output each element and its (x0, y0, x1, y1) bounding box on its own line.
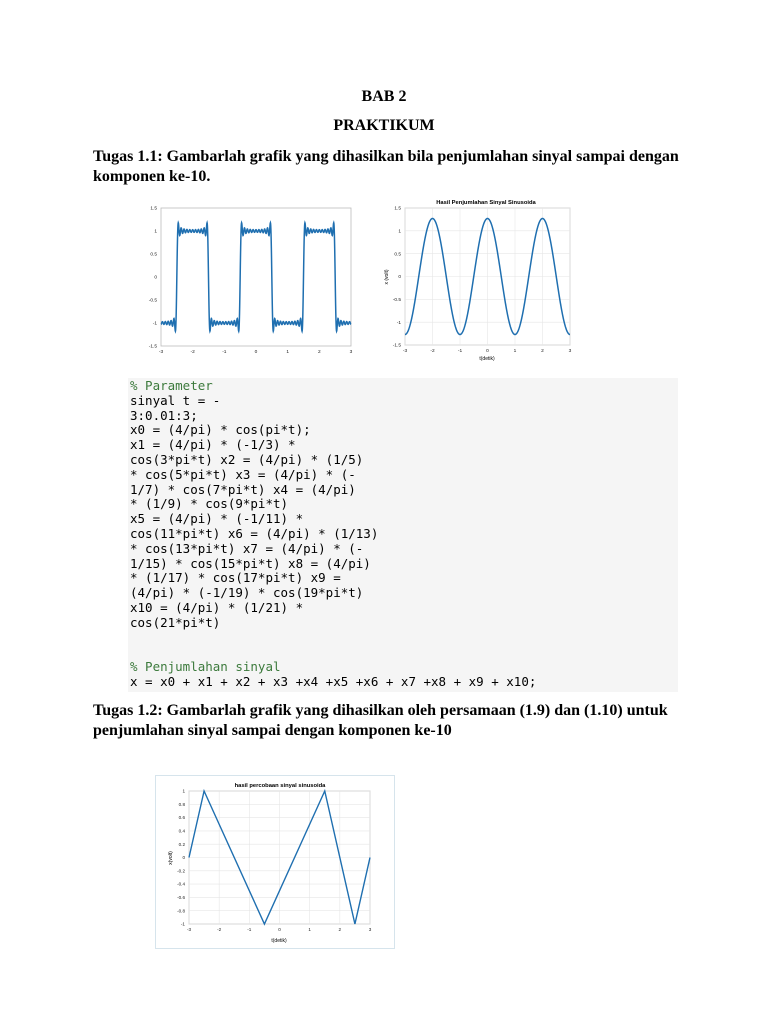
cosine-figure (379, 196, 577, 364)
y-tick-label: 0.5 (150, 252, 157, 258)
y-tick-label: -1 (152, 321, 157, 327)
y-tick-label: 0.8 (178, 801, 185, 807)
square-wave-figure (139, 200, 361, 360)
task-1-text: Tugas 1.1: Gambarlah grafik yang dihasilkan bila penjumlahan sinyal sampai dengan komponen ke-10. (93, 148, 679, 185)
y-tick-label: -1 (180, 921, 185, 927)
x-tick-label: -2 (430, 349, 435, 354)
code-line: cos(3*pi*t) x2 = (4/pi) * (1/5) (130, 451, 364, 467)
code-line: * (1/9) * cos(9*pi*t) (130, 496, 289, 512)
triangle-figure (155, 775, 395, 949)
y-tick-label: -0.4 (177, 881, 185, 887)
x-tick-label: -1 (247, 927, 252, 932)
x-tick-label: 1 (286, 350, 290, 355)
y-tick-label: -0.2 (177, 868, 185, 874)
x-tick-label: 0 (486, 349, 489, 354)
cosine-chart (379, 196, 577, 364)
x-tick-label: -3 (186, 927, 192, 932)
code-line: x10 = (4/pi) * (1/21) * (130, 599, 304, 615)
x-tick-label: 2 (338, 927, 342, 932)
y-tick-label: 0.4 (178, 828, 185, 834)
y-tick-label: 1 (398, 229, 401, 235)
cosine-chart-title: Hasil Penjumlahan Sinyal Sinusoida (436, 200, 536, 206)
x-tick-label: 3 (568, 349, 572, 354)
code-line: 3:0.01:3; (130, 407, 198, 423)
code-text (130, 379, 536, 690)
y-tick-label: -1 (396, 320, 401, 326)
x-tick-label: 3 (368, 927, 372, 932)
x-tick-label: -2 (190, 350, 195, 355)
cosine-x-label: t(detik) (479, 356, 495, 362)
code-line: (4/pi) * (-1/19) * cos(19*pi*t) (130, 585, 364, 601)
y-tick-label: 0.6 (178, 815, 185, 821)
y-tick-label: 1 (154, 229, 157, 235)
x-tick-label: 3 (349, 350, 353, 355)
task-2-text: Tugas 1.2: Gambarlah grafik yang dihasilkan oleh persamaan (1.9) dan (1.10) untuk penjumlahan sinyal sampai dengan komponen ke-10 (93, 702, 668, 739)
chapter-heading: BAB 2 (361, 88, 407, 105)
x-tick-label: -1 (457, 349, 463, 354)
y-tick-label: -1.5 (392, 343, 401, 349)
code-comment-parameter: % Parameter (130, 378, 213, 393)
code-line: * cos(13*pi*t) x7 = (4/pi) * (- (130, 540, 364, 556)
y-tick-label: -0.8 (177, 908, 185, 914)
triangle-y-label: x(volt) (168, 851, 174, 865)
triangle-chart-title: hasil percobaan sinyal sinusoida (234, 783, 326, 789)
x-tick-label: 2 (541, 349, 544, 354)
y-tick-label: 1.5 (394, 206, 401, 212)
x-tick-label: -3 (158, 350, 164, 355)
x-tick-label: -1 (222, 350, 227, 355)
x-tick-label: 2 (317, 350, 321, 355)
code-block (128, 378, 678, 692)
code-line: x1 = (4/pi) * (-1/3) * (130, 437, 296, 453)
x-tick-label: 0 (278, 927, 281, 932)
code-line: cos(21*pi*t) (130, 614, 221, 630)
y-tick-label: 1 (182, 788, 185, 794)
triangle-x-label: t(detik) (271, 938, 287, 944)
x-tick-label: 1 (308, 927, 311, 932)
y-tick-label: 0.5 (394, 252, 401, 258)
cosine-y-label: x (volt) (384, 269, 390, 285)
y-tick-label: 0 (154, 275, 157, 281)
code-line: 1/15) * cos(15*pi*t) x8 = (4/pi) (130, 555, 371, 571)
y-tick-label: 0 (398, 275, 401, 281)
code-line: cos(11*pi*t) x6 = (4/pi) * (1/13) (130, 525, 379, 541)
code-line: 1/7) * cos(7*pi*t) x4 = (4/pi) (130, 481, 356, 497)
x-tick-label: 0 (254, 350, 258, 355)
code-sum-line: x = x0 + x1 + x2 + x3 +x4 +x5 +x6 + x7 +x8 + x9 + x10; (130, 673, 537, 689)
y-tick-label: -1.5 (148, 344, 157, 350)
y-tick-label: 1.5 (150, 206, 157, 212)
code-line: * cos(5*pi*t) x3 = (4/pi) * (- (130, 466, 356, 482)
code-line: x0 = (4/pi) * cos(pi*t); (130, 422, 311, 438)
x-tick-label: 1 (513, 349, 517, 354)
y-tick-label: -0.5 (392, 297, 401, 303)
code-line: sinyal t = - (130, 392, 221, 408)
y-tick-label: 0 (182, 855, 185, 861)
code-line: * (1/17) * cos(17*pi*t) x9 = (130, 570, 341, 586)
x-tick-label: -2 (217, 927, 222, 932)
code-line: x5 = (4/pi) * (-1/11) * (130, 511, 304, 527)
section-heading: PRAKTIKUM (333, 117, 435, 134)
y-tick-label: -0.5 (148, 298, 157, 304)
code-comment-sum: % Penjumlahan sinyal (130, 659, 281, 675)
square-wave-chart (139, 200, 361, 360)
y-tick-label: 0.2 (178, 841, 185, 847)
y-tick-label: -0.6 (177, 895, 185, 900)
triangle-chart (156, 776, 394, 948)
x-tick-label: -3 (402, 349, 408, 354)
